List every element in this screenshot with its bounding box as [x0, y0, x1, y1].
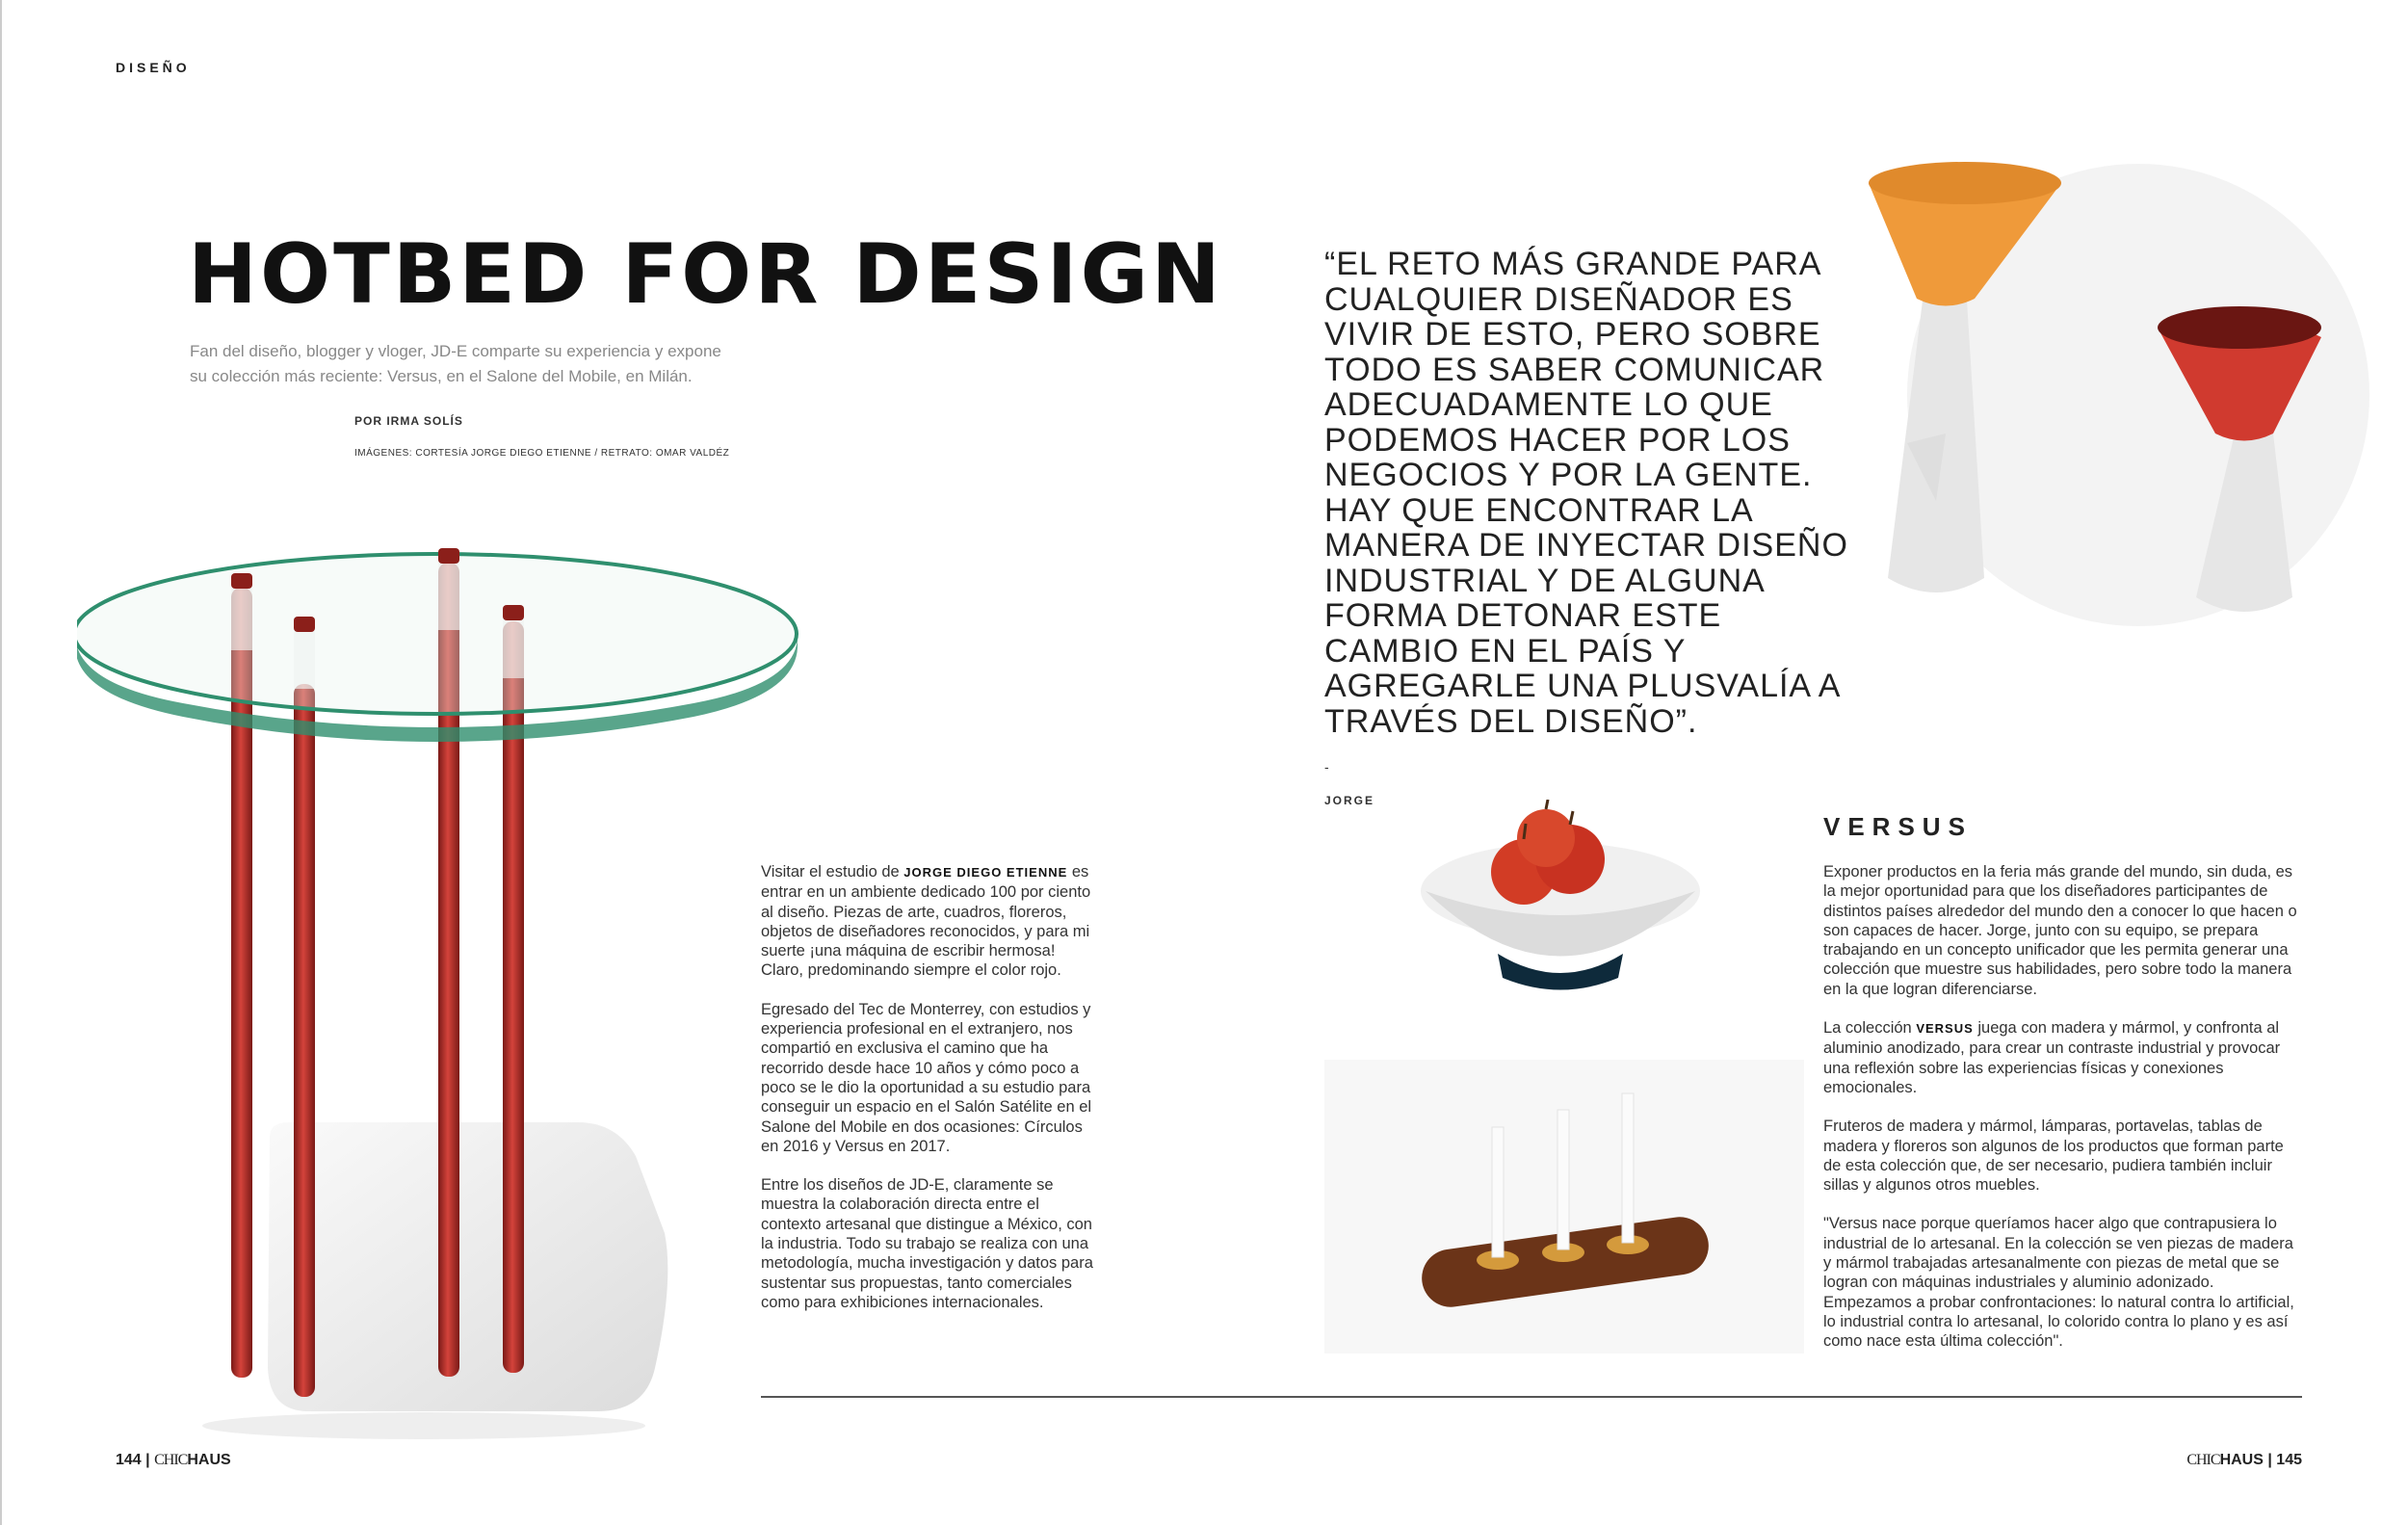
byline: POR IRMA SOLÍS — [354, 414, 463, 428]
col2-p2-lead: La colección — [1823, 1019, 1917, 1038]
fruit-bowl-photo — [1416, 800, 1705, 1002]
page-number-left: 144 — [116, 1452, 142, 1468]
quote-dash: - — [1324, 759, 1329, 775]
logo-chic: CHIC — [154, 1452, 188, 1468]
magazine-logo-right — [2186, 1452, 2264, 1468]
logo-chic: CHIC — [2186, 1452, 2220, 1468]
col2-paragraph-4: "Versus nace porque queríamos hacer algo que contrapusiera lo industrial de lo artesanal. En la colección se ven piezas de madera y mármol trabajadas artesanalmente con piezas de metal que se logran con máquinas industriales y aluminio adonizado. Empezamos a probar confrontaciones: lo natural contra lo artificial, lo industrial contra lo artesanal, lo colorido contra lo plano y es así como nace esta última colección". — [1823, 1215, 2294, 1351]
col2-paragraph-1: Exponer productos en la feria más grande del mundo, sin duda, es la mejor oportunidad para que los diseñadores participantes de distintos países alrededor del mundo den a conocer lo que hacen o son capaces de hacer. Jorge, junto con su equipo, se prepara trabajando en un concepto unificador que les permita generar una colección que muestre sus habilidades, pero sobre todo la manera en la que logran diferenciarse. — [1823, 863, 2297, 998]
col1-paragraph-1 — [761, 862, 1098, 981]
section-label: DISEÑO — [116, 60, 191, 75]
pull-quote: “EL RETO MÁS GRANDE PARA CUALQUIER DISEÑADOR ES VIVIR DE ESTO, PERO SOBRE TODO ES SABER COMUNICAR ADECUADAMENTE LO QUE PODEMOS HACER POR LOS NEGOCIOS Y POR LA GENTE. HAY QUE ENCONTRAR LA MANERA DE INYECTAR DISEÑO INDUSTRIAL Y DE ALGUNA FORMA DETONAR ESTE CAMBIO EN EL PAÍS Y AGREGARLE UNA PLUSVALÍA A TRAVÉS DEL DISEÑO”. — [1324, 246, 1848, 740]
logo-haus: HAUS — [2219, 1452, 2264, 1468]
vases-photo — [1849, 154, 2374, 636]
col1-p1-lead: Visitar el estudio de — [761, 863, 904, 881]
col2-p2-rest: juega con madera y mármol, y confronta al aluminio anodizado, para crear un contraste industrial y provocar una reflexión sobre las experiencias físicas y conexiones emocionales. — [1823, 1019, 2281, 1096]
quote-author: JORGE — [1324, 794, 1375, 807]
footer-right — [2186, 1452, 2302, 1469]
versus-heading: VERSUS — [1823, 812, 1973, 841]
page-spine-edge — [0, 0, 2, 1525]
col2-paragraph-3: Fruteros de madera y mármol, lámparas, portavelas, tablas de madera y floreros son algunos de los productos que forman parte de esta colección que, de ser necesario, pudiera también incluir sillas y algunos otros muebles. — [1823, 1117, 2284, 1195]
footer-left — [116, 1452, 231, 1469]
collection-name: VERSUS — [1916, 1021, 1974, 1037]
col1-paragraph-3: Entre los diseños de JD-E, claramente se muestra la colaboración directa entre el contexto artesanal que distingue a México, con la industria. Todo su trabajo se realiza con una metodología, mucha investigación y datos para sustentar sus propuestas, tanto comerciales como para exhibiciones internacionales. — [761, 1176, 1093, 1311]
designer-name: JORGE DIEGO ETIENNE — [903, 865, 1068, 880]
glass-table-photo — [77, 520, 848, 1445]
magazine-logo-left — [154, 1452, 231, 1468]
footer-rule — [761, 1396, 2302, 1398]
article-subtitle: Fan del diseño, blogger y vloger, JD-E comparte su experiencia y expone su colección más reciente: Versus, en el Salone del Mobile, en Milán. — [190, 342, 721, 385]
image-credits: IMÁGENES: CORTESÍA JORGE DIEGO ETIENNE / RETRATO: OMAR VALDÉZ — [354, 448, 730, 459]
col1-p1-rest: es entrar en un ambiente dedicado 100 por ciento al diseño. Piezas de arte, cuadros, floreros, objetos de diseñadores reconocidos, y para mi suerte ¡una máquina de escribir hermosa! Claro, predominando siempre el color rojo. — [761, 863, 1091, 980]
col1-paragraph-2: Egresado del Tec de Monterrey, con estudios y experiencia profesional en el extranjero, nos compartió en exclusiva el camino que ha recorrido desde hace 10 años y cómo poco a poco se le dio la oportunidad a su estudio para conseguir un espacio en el Salón Satélite en el Salone del Mobile en dos ocasiones: Círculos en 2016 y Versus en 2017. — [761, 1000, 1092, 1155]
footer-separator: | — [2267, 1452, 2272, 1468]
candle-holder-photo — [1324, 1060, 1804, 1354]
page-number-right: 145 — [2276, 1452, 2302, 1468]
logo-haus: HAUS — [187, 1452, 231, 1468]
article-title: HOTBED FOR DESIGN — [188, 226, 1224, 323]
footer-separator: | — [145, 1452, 150, 1468]
article-column-1 — [761, 862, 1098, 1331]
article-column-2 — [1823, 862, 2305, 1371]
col2-paragraph-2 — [1823, 1018, 2305, 1097]
